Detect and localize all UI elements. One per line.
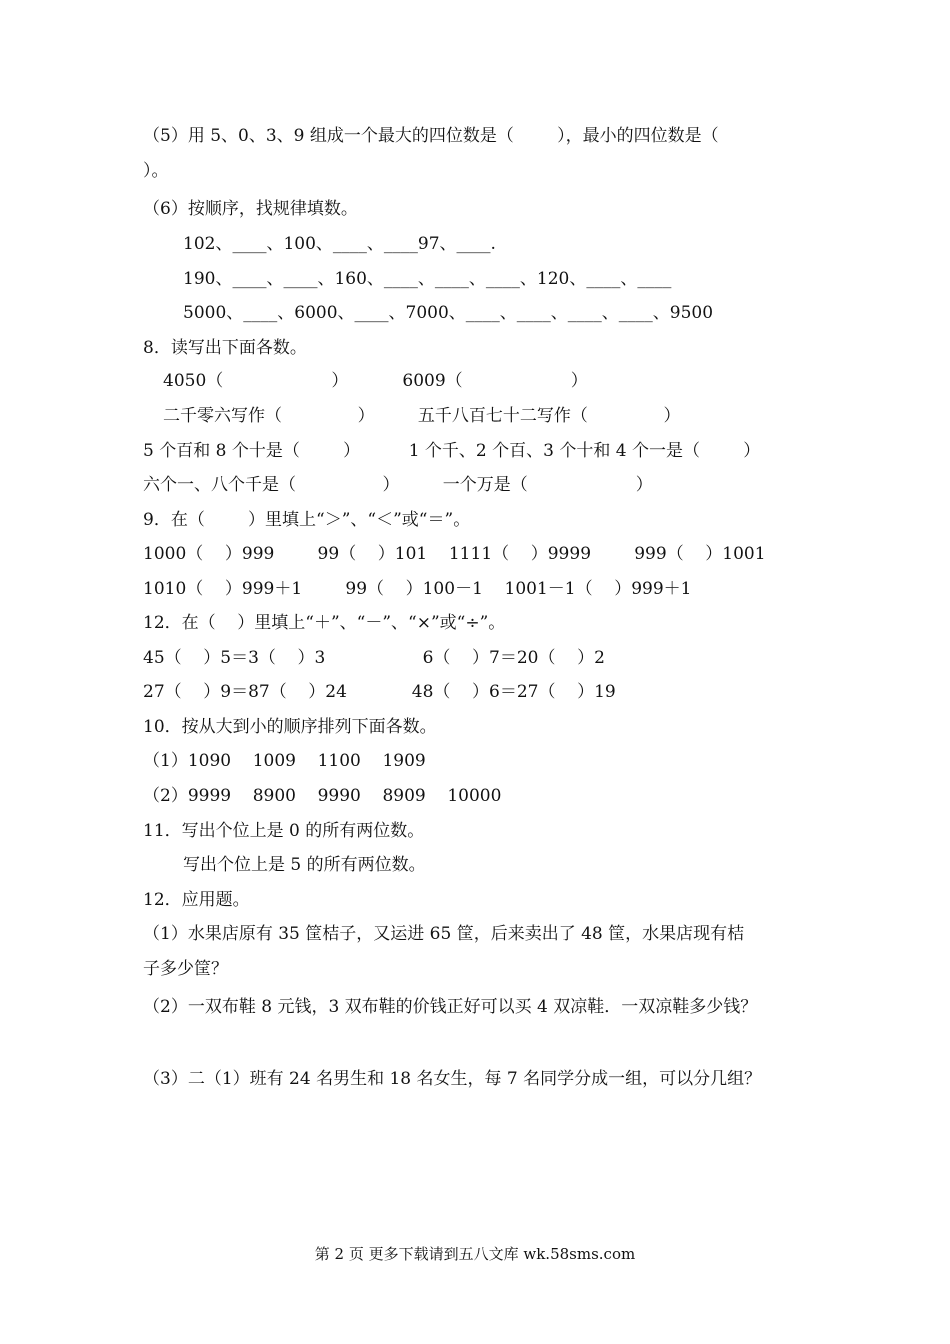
question-6-heading: （6）按顺序，找规律填数。	[143, 199, 358, 219]
question-12-operators-heading: 12．在（ ）里填上“＋”、“－”、“×”或“÷”。	[143, 613, 506, 633]
write-numbers-row: 二千零六写作（ ） 五千八百七十二写作（ ）	[163, 406, 681, 426]
compare-row-2: 1010（ ）999＋1 99（ ）100－1 1001－1（ ）999＋1	[143, 579, 692, 599]
compare-row-1: 1000（ ）999 99（ ）101 1111（ ）9999 999（ ）1001	[143, 544, 766, 564]
question-8-heading: 8．读写出下面各数。	[143, 338, 307, 358]
page-footer: 第 2 页 更多下载请到五八文库 wk.58sms.com	[314, 1245, 636, 1263]
applied-problem-1-line-2: 子多少筐？	[143, 959, 228, 979]
sequence-row-3: 5000、____、6000、____、7000、____、____、____、____、9500	[183, 303, 714, 323]
applied-problem-3: （3）二（1）班有 24 名男生和 18 名女生，每 7 名同学分成一组，可以分几组？	[143, 1069, 762, 1089]
sequence-row-1: 102、____、100、____、____97、____.	[183, 234, 496, 254]
applied-problem-1-line-1: （1）水果店原有 35 筐桔子，又运进 65 筐，后来卖出了 48 筐，水果店现有桔	[143, 924, 745, 944]
order-row-1: （1）1090 1009 1100 1909	[143, 751, 426, 771]
question-11-line-1: 11．写出个位上是 0 的所有两位数。	[143, 821, 425, 841]
question-5-line-1: （5）用 5、0、3、9 组成一个最大的四位数是（ ），最小的四位数是（	[143, 126, 719, 146]
sequence-row-2: 190、____、____、160、____、____、____、120、____、____	[183, 269, 672, 289]
read-numbers-row: 4050（ ） 6009（ ）	[163, 371, 588, 391]
place-value-row-1: 5 个百和 8 个十是（ ） 1 个千、2 个百、3 个十和 4 个一是（ ）	[143, 441, 761, 461]
question-9-heading: 9．在（ ）里填上“＞”、“＜”或“＝”。	[143, 510, 471, 530]
question-5-line-2: ）。	[143, 161, 169, 181]
question-10-heading: 10．按从大到小的顺序排列下面各数。	[143, 717, 437, 737]
order-row-2: （2）9999 8900 9990 8909 10000	[143, 786, 502, 806]
operators-row-1: 45（ ）5＝3（ ）3 6（ ）7＝20（ ）2	[143, 648, 605, 668]
place-value-row-2: 六个一、八个千是（ ） 一个万是（ ）	[143, 475, 653, 495]
question-11-line-2: 写出个位上是 5 的所有两位数。	[183, 855, 426, 875]
question-12-applied-heading: 12．应用题。	[143, 890, 250, 910]
operators-row-2: 27（ ）9＝87（ ）24 48（ ）6＝27（ ）19	[143, 682, 616, 702]
applied-problem-2: （2）一双布鞋 8 元钱，3 双布鞋的价钱正好可以买 4 双凉鞋．一双凉鞋多少钱？	[143, 997, 758, 1017]
